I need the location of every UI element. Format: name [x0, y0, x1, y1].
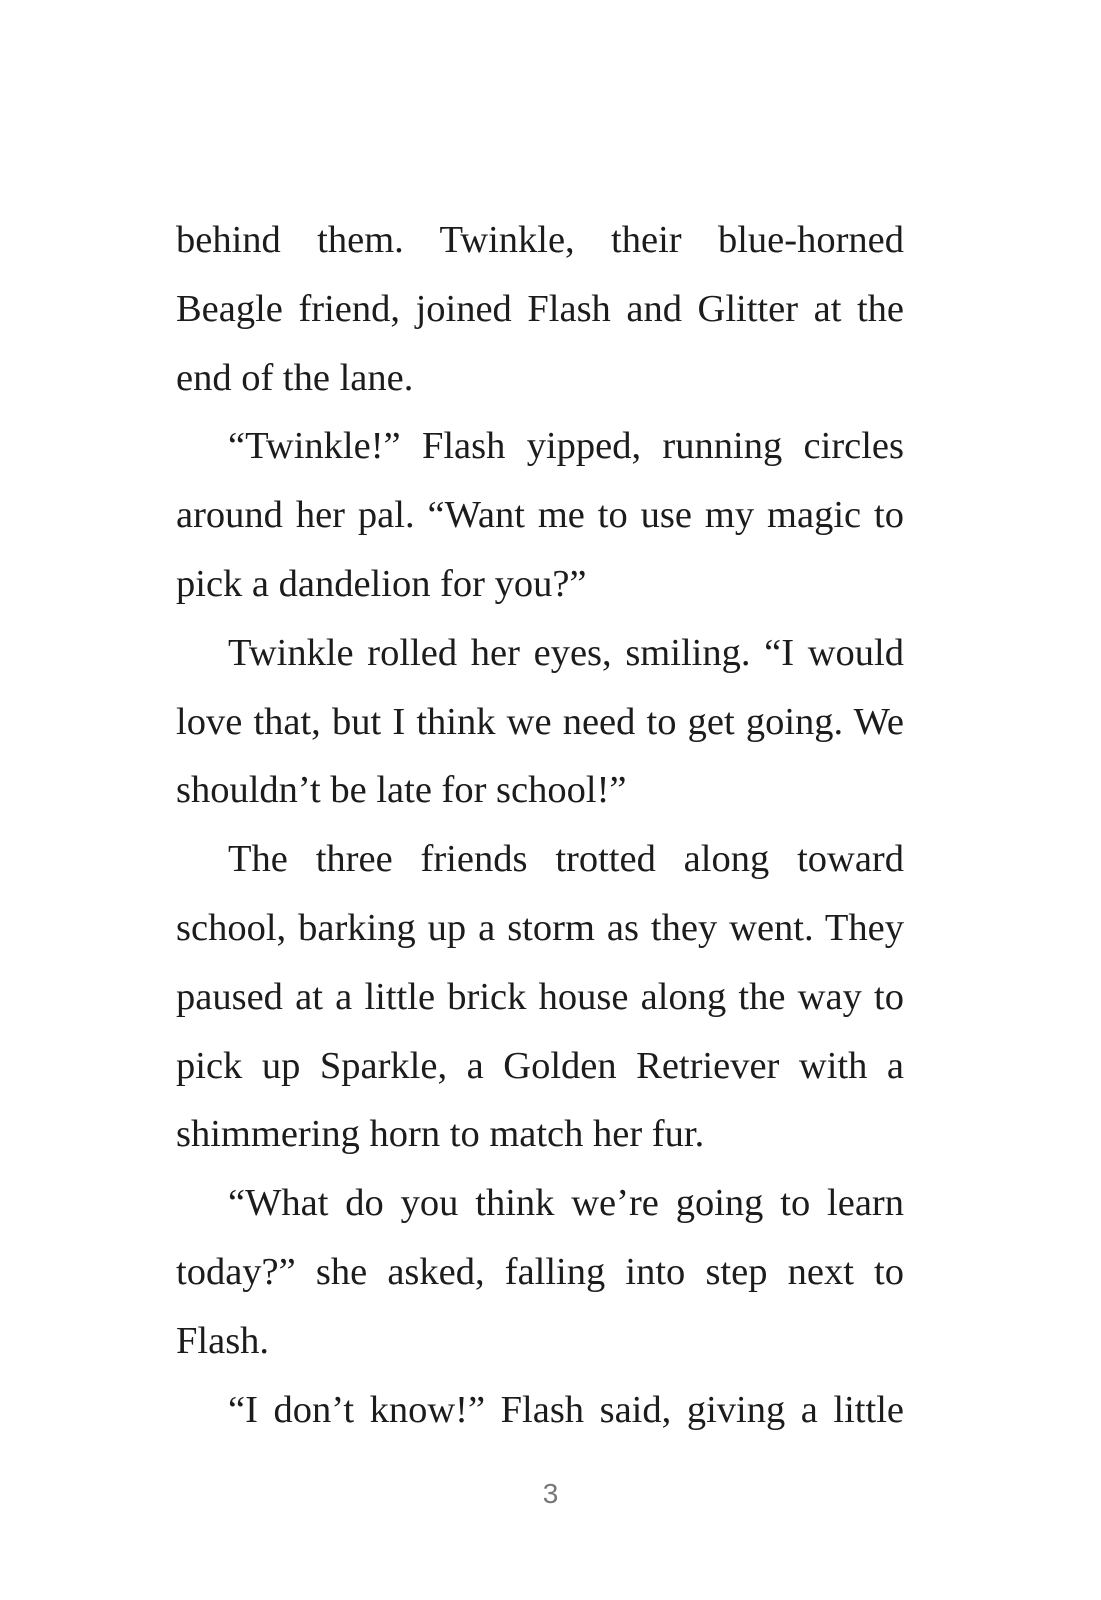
paragraph-2: “Twinkle!” Flash yipped, running circles around her pal. “Want me to use my magic to pick a dandelion for you?” — [176, 425, 904, 605]
body-text — [176, 206, 904, 1444]
paragraph-6: “I don’t know!” Flash said, giving a little — [228, 1388, 904, 1431]
paragraph-5: “What do you think we’re going to learn today?” she asked, falling into step next to Flash. — [176, 1182, 904, 1362]
page-number: 3 — [542, 1478, 559, 1509]
paragraph-3: Twinkle rolled her eyes, smiling. “I would love that, but I think we need to get going. We shouldn’t be late for school!” — [176, 631, 904, 812]
paragraph-1: behind them. Twinkle, their blue-horned Beagle friend, joined Flash and Glitter at the end of the lane. — [176, 219, 904, 399]
paragraph-4: The three friends trotted along toward school, barking up a storm as they went. They paused at a little brick house along the way to pick up Sparkle, a Golden Retriever with a shimmering horn to match her fur. — [176, 838, 904, 1156]
